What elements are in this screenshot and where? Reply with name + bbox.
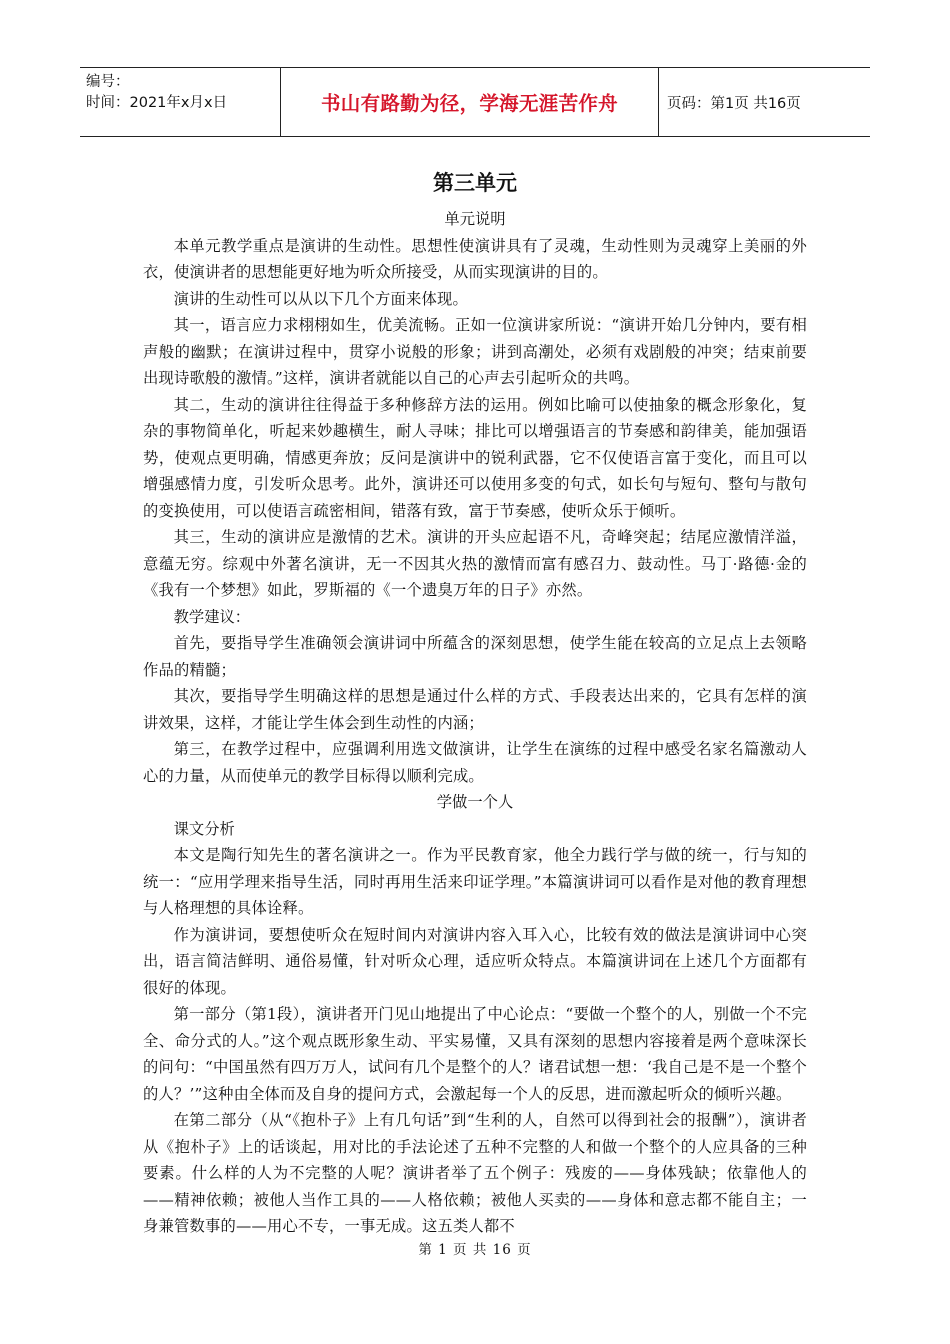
header-meta xyxy=(80,68,281,136)
paragraph: 其一，语言应力求栩栩如生，优美流畅。正如一位演讲家所说：“演讲开始几分钟内，要有相声般的幽默；在演讲过程中，贯穿小说般的形象；讲到高潮处，必须有戏剧般的冲突；结束前要出现诗歌般的激情。”这样，演讲者就能以自己的心声去引起听众的共鸣。 xyxy=(143,316,807,387)
paragraph: 在第二部分（从“《抱朴子》上有几句话”到“生利的人，自然可以得到社会的报酬”），演讲者从《抱朴子》上的话谈起，用对比的手法论述了五种不完整的人和做一个整个的人应具备的三种要素。什么样的人为不完整的人呢？演讲者举了五个例子：残废的——身体残缺；依靠他人的——精神依赖；被他人当作工具的——人格依赖；被他人买卖的——身体和意志都不能自主；一身兼管数事的——用心不专，一事无成。这五类人都不 xyxy=(143,1111,807,1235)
paragraph: 其三，生动的演讲应是激情的艺术。演讲的开头应起语不凡，奇峰突起；结尾应激情洋溢，意蕴无穷。综观中外著名演讲，无一不因其火热的激情而富有感召力、鼓动性。马丁·路德·金的《我有一个梦想》如此，罗斯福的《一个遗臭万年的日子》亦然。 xyxy=(143,528,807,599)
header-motto: 书山有路勤为径，学海无涯苦作舟 xyxy=(281,68,659,136)
document-header xyxy=(80,67,870,137)
paragraph: 首先，要指导学生准确领会演讲词中所蕴含的深刻思想，使学生能在较高的立足点上去领略作品的精髓； xyxy=(143,634,807,679)
teaching-suggestions-label: 教学建议： xyxy=(173,607,251,626)
header-page-info: 页码：第1页 共16页 xyxy=(667,95,801,112)
document-body xyxy=(143,168,807,1240)
paragraph: 作为演讲词，要想使听众在短时间内对演讲内容入耳入心，比较有效的做法是演讲词中心突出，语言简洁鲜明、通俗易懂，针对听众心理，适应听众特点。本篇演讲词在上述几个方面都有很好的体现。 xyxy=(143,925,807,997)
text-analysis-label: 课文分析 xyxy=(173,819,235,838)
paragraph: 第三，在教学过程中，应强调利用选文做演讲，让学生在演练的过程中感受名家名篇激动人心的力量，从而使单元的教学目标得以顺利完成。 xyxy=(143,740,807,785)
date-label: 时间：2021年x月x日 xyxy=(86,95,228,111)
paragraph: 其次，要指导学生明确这样的思想是通过什么样的方式、手段表达出来的，它具有怎样的演讲效果，这样，才能让学生体会到生动性的内涵； xyxy=(143,687,807,732)
section-heading-lesson: 学做一个人 xyxy=(436,793,514,811)
paragraph: 本单元教学重点是演讲的生动性。思想性使演讲具有了灵魂，生动性则为灵魂穿上美丽的外衣，使演讲者的思想能更好地为听众所接受，从而实现演讲的目的。 xyxy=(143,236,807,281)
paragraph: 其二，生动的演讲往往得益于多种修辞方法的运用。例如比喻可以使抽象的概念形象化，复杂的事物简单化，听起来妙趣横生，耐人寻味；排比可以增强语言的节奏感和韵律美，能加强语势，使观点更明确，情感更奔放；反问是演讲中的锐利武器，它不仅使语言富于变化，而且可以增强感情力度，引发听众思考。此外，演讲还可以使用多变的句式，如长句与短句、整句与散句的变换使用，可以使语言疏密相间，错落有致，富于节奏感，使听众乐于倾听。 xyxy=(143,395,807,520)
paragraph: 演讲的生动性可以从以下几个方面来体现。 xyxy=(173,289,469,308)
section-heading-unit-description: 单元说明 xyxy=(444,210,506,228)
page-footer: 第 1 页 共 16 页 xyxy=(418,1242,532,1258)
paragraph: 第一部分（第1段），演讲者开门见山地提出了中心论点：“要做一个整个的人，别做一个不完全、命分式的人。”这个观点既形象生动、平实易懂，又具有深刻的思想内容接着是两个意味深长的问句：“中国虽然有四万万人，试问有几个是整个的人？诸君试想一想：‘我自己是不是一个整个的人？’”这种由全体而及自身的提问方式，会激起每一个人的反思，进而激起听众的倾听兴趣。 xyxy=(143,1005,807,1103)
number-label: 编号： xyxy=(86,74,130,90)
paragraph: 本文是陶行知先生的著名演讲之一。作为平民教育家，他全力践行学与做的统一，行与知的统一：“应用学理来指导生活，同时再用生活来印证学理。”本篇演讲词可以看作是对他的教育理想与人格理想的具体诠释。 xyxy=(143,846,807,917)
page-title: 第三单元 xyxy=(433,171,517,195)
